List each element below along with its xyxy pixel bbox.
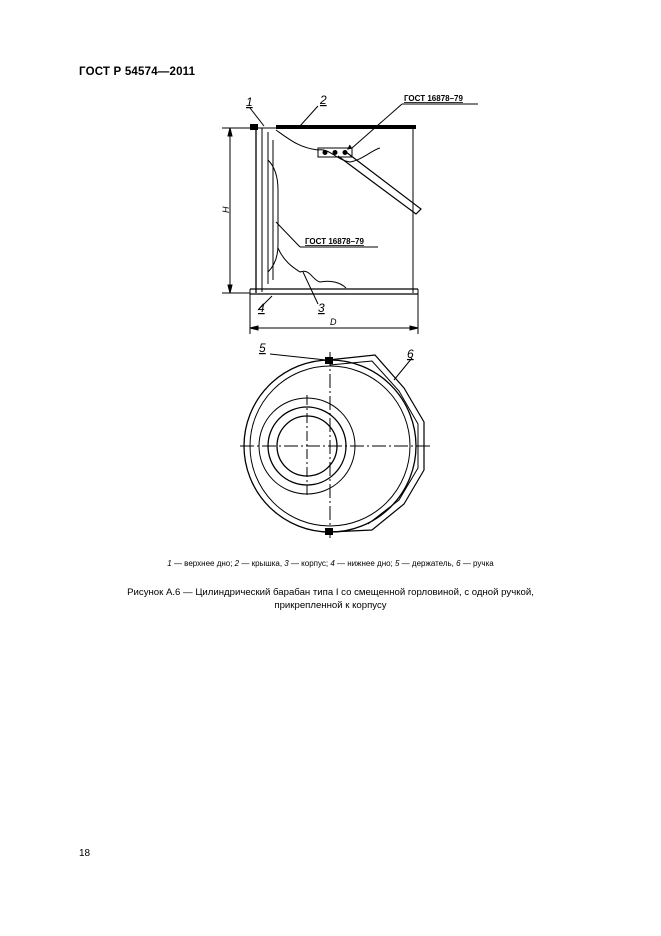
legend-num-4: 4 <box>330 559 335 568</box>
legend-text-5: — держатель, <box>399 559 457 568</box>
callout-3: 3 <box>318 301 325 315</box>
callout-5: 5 <box>259 341 266 355</box>
caption-line-2: прикрепленной к корпусу <box>274 600 387 611</box>
callout-1: 1 <box>246 95 253 109</box>
figure-caption <box>0 586 661 612</box>
legend-text-4: — нижнее дно; <box>334 559 395 568</box>
legend-num-3: 3 <box>284 559 289 568</box>
callout-6: 6 <box>407 347 414 361</box>
caption-line-1: Рисунок А.6 — Цилиндрический барабан типа I со смещенной горловиной, с одной ручкой, <box>127 587 534 598</box>
legend-text-2: — крышка, <box>239 559 285 568</box>
callout-4: 4 <box>258 301 265 315</box>
callout-2: 2 <box>320 93 327 107</box>
legend-text-3: — корпус; <box>288 559 331 568</box>
standard-header: ГОСТ Р 54574—2011 <box>79 66 196 78</box>
gost-ref-top: ГОСТ 16878–79 <box>404 94 463 103</box>
page-number: 18 <box>79 848 91 859</box>
gost-ref-side: ГОСТ 16878–79 <box>305 237 364 246</box>
legend-text-6: — ручка <box>460 559 494 568</box>
legend-num-6: 6 <box>456 559 461 568</box>
figure-legend <box>0 559 661 568</box>
legend-num-2: 2 <box>234 559 240 568</box>
legend-num-5: 5 <box>395 559 400 568</box>
legend-num-1: 1 <box>167 559 172 568</box>
legend-text-1: — верхнее дно; <box>171 559 235 568</box>
dim-diameter-label: D <box>330 317 337 327</box>
dim-height-label: H <box>221 206 231 213</box>
